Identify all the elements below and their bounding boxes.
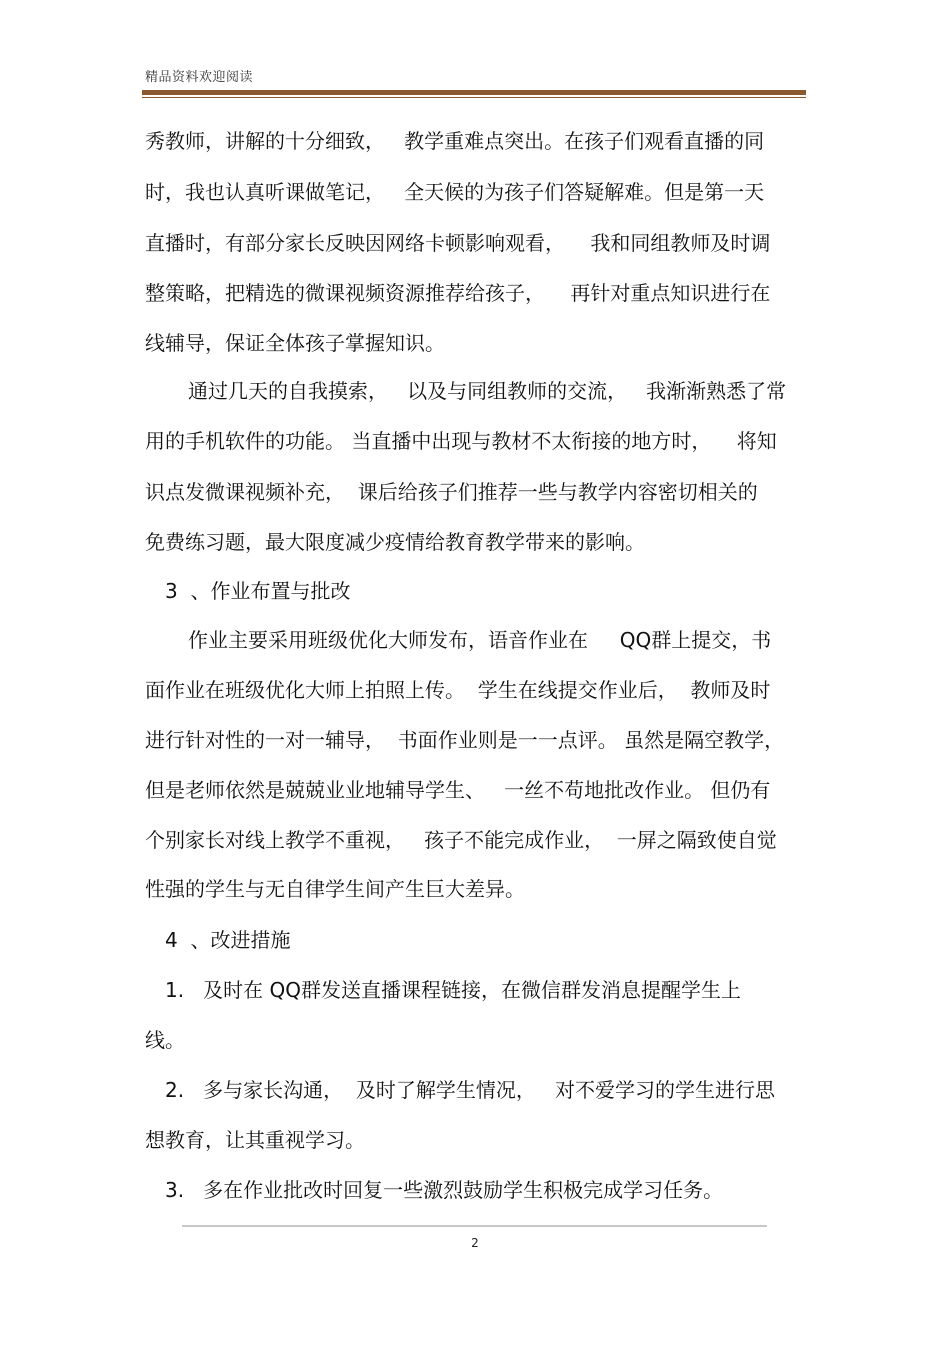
body-line: 个别家长对线上教学不重视， 孩子不能完成作业， 一屏之隔致使自觉 xyxy=(145,828,777,852)
body-line: 通过几天的自我摸索， 以及与同组教师的交流， 我渐渐熟悉了常 xyxy=(188,379,787,403)
body-line: 但是老师依然是兢兢业业地辅导学生、 一丝不苟地批改作业。 但仍有 xyxy=(145,778,771,802)
page-number: 2 xyxy=(471,1236,479,1250)
list-item-continuation: 想教育，让其重视学习。 xyxy=(145,1128,365,1152)
body-line: 面作业在班级优化大师上拍照上传。 学生在线提交作业后， 教师及时 xyxy=(145,678,771,702)
section-heading: 4 、改进措施 xyxy=(165,928,291,952)
header-divider-thin xyxy=(142,97,806,98)
body-line: 线辅导，保证全体孩子掌握知识。 xyxy=(145,331,445,355)
list-item-continuation: 线。 xyxy=(145,1028,185,1052)
page-header-title: 精品资料欢迎阅读 xyxy=(145,70,254,85)
body-line: 作业主要采用班级优化大师发布，语音作业在 QQ群上提交，书 xyxy=(188,628,772,652)
section-heading: 3 、作业布置与批改 xyxy=(165,579,351,603)
body-line: 直播时，有部分家长反映因网络卡顿影响观看， 我和同组教师及时调 xyxy=(145,231,771,255)
body-line: 进行针对性的一对一辅导， 书面作业则是一一点评。 虽然是隔空教学， xyxy=(145,728,785,752)
body-line: 整策略，把精选的微课视频资源推荐给孩子， 再针对重点知识进行在 xyxy=(145,281,771,305)
body-line: 免费练习题，最大限度减少疫情给教育教学带来的影响。 xyxy=(145,530,645,554)
body-line: 用的手机软件的功能。 当直播中出现与教材不太衔接的地方时， 将知 xyxy=(145,429,777,453)
header-divider-thick xyxy=(142,90,806,95)
body-line: 秀教师，讲解的十分细致， 教学重难点突出。在孩子们观看直播的同 xyxy=(145,129,765,153)
body-line: 时，我也认真听课做笔记， 全天候的为孩子们答疑解难。但是第一天 xyxy=(145,180,765,204)
list-item: 2. 多与家长沟通， 及时了解学生情况， 对不爱学习的学生进行思 xyxy=(165,1078,775,1102)
body-line: 识点发微课视频补充， 课后给孩子们推荐一些与教学内容密切相关的 xyxy=(145,480,758,504)
list-item: 3. 多在作业批改时回复一些激烈鼓励学生积极完成学习任务。 xyxy=(165,1178,724,1202)
list-item: 1. 及时在 QQ群发送直播课程链接，在微信群发消息提醒学生上 xyxy=(165,978,741,1002)
footer-divider xyxy=(182,1225,767,1227)
body-line: 性强的学生与无自律学生间产生巨大差异。 xyxy=(145,877,525,901)
